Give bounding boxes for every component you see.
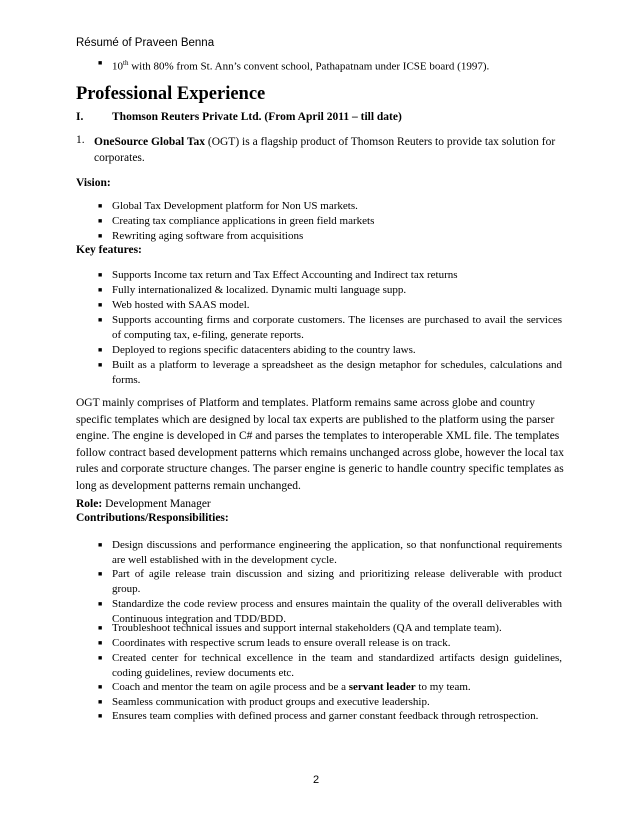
square-bullet-icon: ■ <box>98 346 103 354</box>
contribution-item <box>98 567 562 597</box>
feature-item-text: Deployed to regions specific datacenters abiding to the country laws. <box>112 344 416 356</box>
project-desc-text: (OGT) is a flagship product of Thomson Reuters to provide tax solution for corporates. <box>94 136 556 164</box>
square-bullet-icon: ■ <box>98 316 103 324</box>
vision-label: Vision: <box>76 177 111 189</box>
feature-item <box>98 283 562 298</box>
feature-item-text: Fully internationalized & localized. Dynamic multi language supp. <box>112 284 407 296</box>
contribution-text-pre: Coach and mentor the team on agile process and be a <box>112 681 349 693</box>
contribution-item <box>98 538 562 568</box>
ogt-paragraph: OGT mainly comprises of Platform and templates. Platform remains same across globe and country specific templates which are designed by local tax experts are published to the platform using the parser engine. The engine is developed in C# and parses the templates to interoperable XML file. The templates follow contract based development patterns which remains unchanged across globe, however the local tax rules and corporate structure changes. The parser engine is generic to handle country specific templates as long as development patterns remain unchanged. <box>76 397 564 492</box>
contribution-item-text: Design discussions and performance engineering the application, so that nonfunctional requirements are well established with in the development cycle. <box>112 539 562 566</box>
feature-item <box>98 313 562 343</box>
company-title: Thomson Reuters Private Ltd. (From April 2011 – till date) <box>112 111 402 123</box>
contribution-item-text: Ensures team complies with defined process and garner constant feedback through retrospection. <box>112 710 539 722</box>
project-name: OneSource Global Tax <box>94 136 205 148</box>
vision-item <box>98 214 562 229</box>
vision-item-text: Rewriting aging software from acquisitions <box>112 230 304 242</box>
key-features-label: Key features: <box>76 244 142 256</box>
square-bullet-icon: ■ <box>98 600 103 608</box>
contribution-item-text: Created center for technical excellence in the team and standardized artifacts design guidelines, coding guidelines, review documents etc. <box>112 652 562 679</box>
contribution-item-text: Part of agile release train discussion and sizing and prioritizing release deliverable with product group. <box>112 568 562 595</box>
education-ordinal-suffix: th <box>123 59 129 67</box>
contribution-item-text: Coordinates with respective scrum leads to ensure overall release is on track. <box>112 637 451 649</box>
square-bullet-icon: ■ <box>98 217 103 225</box>
role-value: Development Manager <box>102 498 211 510</box>
education-item <box>98 56 562 75</box>
square-bullet-icon: ■ <box>98 361 103 369</box>
contribution-item-text: Troubleshoot technical issues and support internal stakeholders (QA and template team). <box>112 622 502 634</box>
role-label: Role: <box>76 498 103 510</box>
square-bullet-icon: ■ <box>98 712 103 720</box>
contribution-text-post: to my team. <box>415 681 471 693</box>
feature-item <box>98 298 562 313</box>
role-line <box>76 498 211 510</box>
square-bullet-icon: ■ <box>98 232 103 240</box>
contribution-item <box>98 680 562 695</box>
square-bullet-icon: ■ <box>98 683 103 691</box>
page-number: 2 <box>313 774 320 786</box>
feature-item <box>98 343 562 358</box>
square-bullet-icon: ■ <box>98 624 103 632</box>
square-bullet-icon: ■ <box>98 698 103 706</box>
vision-item-text: Creating tax compliance applications in green field markets <box>112 215 375 227</box>
education-text: with 80% from St. Ann’s convent school, Pathapatnam under ICSE board (1997). <box>128 60 490 73</box>
contribution-item <box>98 651 562 681</box>
project-description <box>94 134 564 166</box>
section-heading-experience: Professional Experience <box>76 84 266 104</box>
square-bullet-icon: ■ <box>98 301 103 309</box>
contribution-item <box>98 695 562 710</box>
contributions-label: Contributions/Responsibilities: <box>76 512 229 524</box>
square-bullet-icon: ■ <box>98 541 103 549</box>
contribution-item-text: Standardize the code review process and ensures maintain the quality of the overall deliverables with Continuous integration and TDD/BDD. <box>112 598 562 625</box>
feature-item-text: Web hosted with SAAS model. <box>112 299 250 311</box>
feature-item <box>98 268 562 283</box>
square-bullet-icon: ■ <box>98 286 103 294</box>
contribution-item <box>98 636 562 651</box>
feature-item-text: Built as a platform to leverage a spreadsheet as the design metaphor for schedules, calculations and forms. <box>112 359 562 386</box>
vision-item <box>98 199 562 214</box>
feature-item-text: Supports Income tax return and Tax Effect Accounting and Indirect tax returns <box>112 269 458 281</box>
contribution-text-bold: servant leader <box>348 681 416 693</box>
square-bullet-icon: ■ <box>98 202 103 210</box>
square-bullet-icon: ■ <box>98 570 103 578</box>
square-bullet-icon: ■ <box>98 271 103 279</box>
vision-item <box>98 229 562 244</box>
education-item-text <box>112 56 562 75</box>
project-number: 1. <box>76 134 85 146</box>
company-number: I. <box>76 111 84 123</box>
education-ordinal: 10 <box>112 60 123 73</box>
square-bullet-icon: ■ <box>98 59 103 67</box>
feature-item <box>98 358 562 388</box>
square-bullet-icon: ■ <box>98 654 103 662</box>
page-header-title: Résumé of Praveen Benna <box>76 37 215 49</box>
square-bullet-icon: ■ <box>98 639 103 647</box>
contribution-item-text <box>112 680 562 695</box>
contribution-item <box>98 621 562 636</box>
contribution-item <box>98 709 562 724</box>
feature-item-text: Supports accounting firms and corporate customers. The licenses are purchased to avail the services of computing tax, e-filing, generate reports. <box>112 314 562 341</box>
contribution-item-text: Seamless communication with product groups and executive leadership. <box>112 696 430 708</box>
vision-item-text: Global Tax Development platform for Non US markets. <box>112 200 358 212</box>
